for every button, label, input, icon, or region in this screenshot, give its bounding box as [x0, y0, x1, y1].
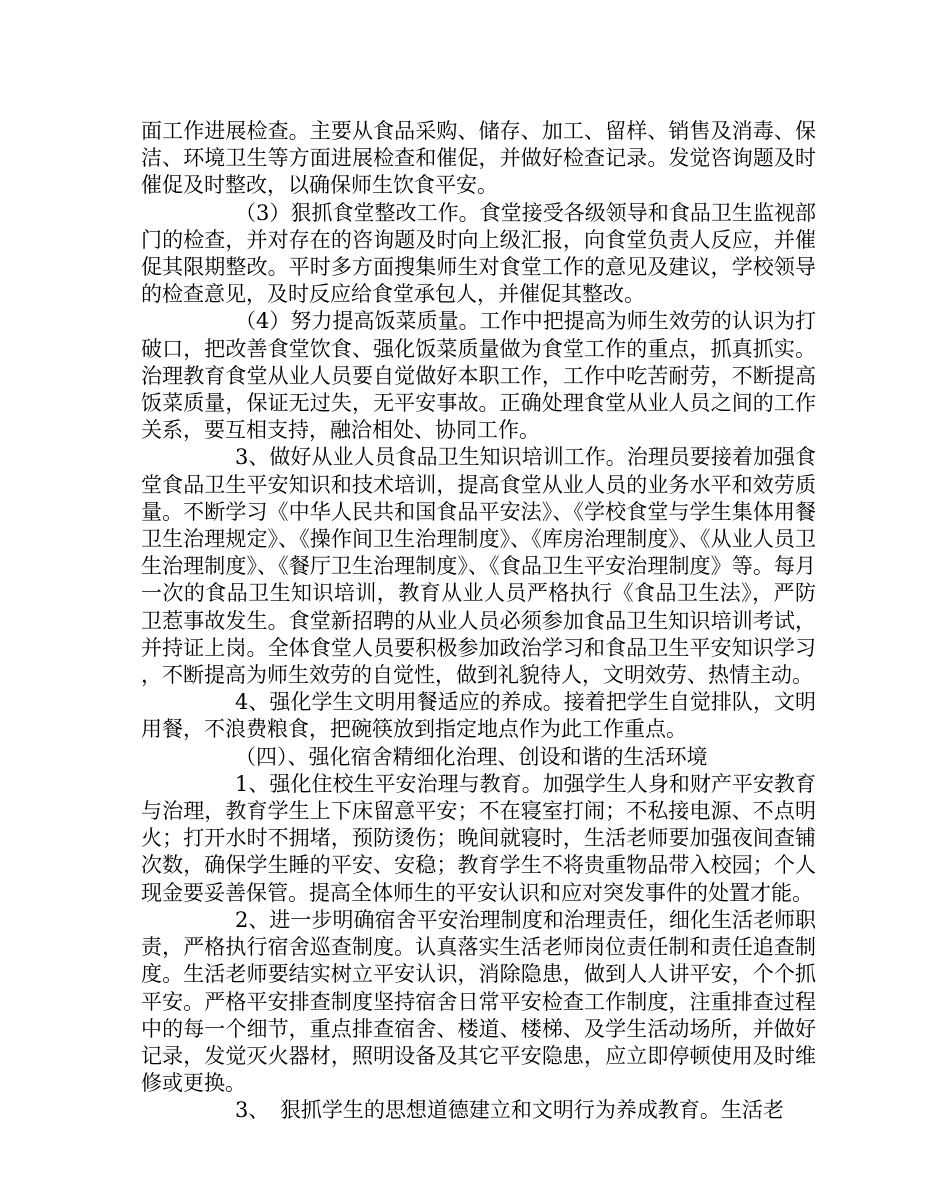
paragraph-meal-quality: （4）努力提高饭菜质量。工作中把提高为师生效劳的认识为打破口，把改善食堂饮食、强化饭菜质量做为食堂工作的重点，抓真抓实。治理教育食堂从业人员要自觉做好本职工作，工作中吃苦耐劳，不断提高饭菜质量，保证无过失，无平安事故。正确处理食堂从业人员之间的工作关系，要互相支持，融洽相处、协同工作。 [141, 309, 816, 443]
section-heading-dormitory: （四）、强化宿舍精细化治理、创设和谐的生活环境 [235, 744, 708, 769]
document-page [141, 118, 816, 1125]
paragraph-hygiene-training: 3、做好从业人员食品卫生知识培训工作。治理员要接着加强食堂食品卫生平安知识和技术培训，提高食堂从业人员的业务水平和效劳质量。不断学习《中华人民共和国食品平安法》、《学校食堂与学生集体用餐卫生治理规定》、《操作间卫生治理制度》、《库房治理制度》、《从业人员卫生治理制度》、《餐厅卫生治理制度》、《食品卫生平安治理制度》等。每月一次的食品卫生知识培训，教育从业人员严格执行《食品卫生法》，严防卫惹事故发生。食堂新招聘的从业人员必须参加食品卫生知识培训考试，并持证上岗。全体食堂人员要积极参加政治学习和食品卫生平安知识学习，不断提高为师生效劳的自觉性，做到礼貌待人，文明效劳、热情主动。 [141, 445, 816, 688]
paragraph-boarding-safety: 1、强化住校生平安治理与教育。加强学生人身和财产平安教育与治理，教育学生上下床留意平安；不在寝室打闹；不私接电源、不点明火；打开水时不拥堵，预防烫伤；晚间就寝时，生活老师要加强夜间查铺次数，确保学生睡的平安、安稳；教育学生不将贵重物品带入校园；个人现金要妥善保管。提高全体师生的平安认识和应对突发事件的处置才能。 [141, 771, 816, 905]
paragraph-canteen-rectification: （3）狠抓食堂整改工作。食堂接受各级领导和食品卫生监视部门的检查，并对存在的咨询题及时向上级汇报，向食堂负责人反应，并催促其限期整改。平时多方面搜集师生对食堂工作的意见及建议，学校领导的检查意见，及时反应给食堂承包人，并催促其整改。 [141, 200, 816, 307]
paragraph-food-inspection: 面工作进展检查。主要从食品采购、储存、加工、留样、销售及消毒、保洁、环境卫生等方面进展检查和催促，并做好检查记录。发觉咨询题及时催促及时整改，以确保师生饮食平安。 [141, 119, 816, 198]
paragraph-dormitory-responsibility: 2、进一步明确宿舍平安治理制度和治理责任，细化生活老师职责，严格执行宿舍巡查制度。认真落实生活老师岗位责任制和责任追查制度。生活老师要结实树立平安认识，消除隐患，做到人人讲平安，个个抓平安。严格平安排查制度坚持宿舍日常平安检查工作制度，注重排查过程中的每一个细节，重点排查宿舍、楼道、楼梯、及学生活动场所，并做好记录，发觉灭火器材，照明设备及其它平安隐患，应立即停顿使用及时维修或更换。 [141, 907, 816, 1096]
paragraph-dining-habits: 4、强化学生文明用餐适应的养成。接着把学生自觉排队，文明用餐，不浪费粮食，把碗筷放到指定地点作为此工作重点。 [141, 690, 816, 742]
paragraph-moral-education: 3、 狠抓学生的思想道德建立和文明行为养成教育。生活老 [235, 1098, 784, 1123]
